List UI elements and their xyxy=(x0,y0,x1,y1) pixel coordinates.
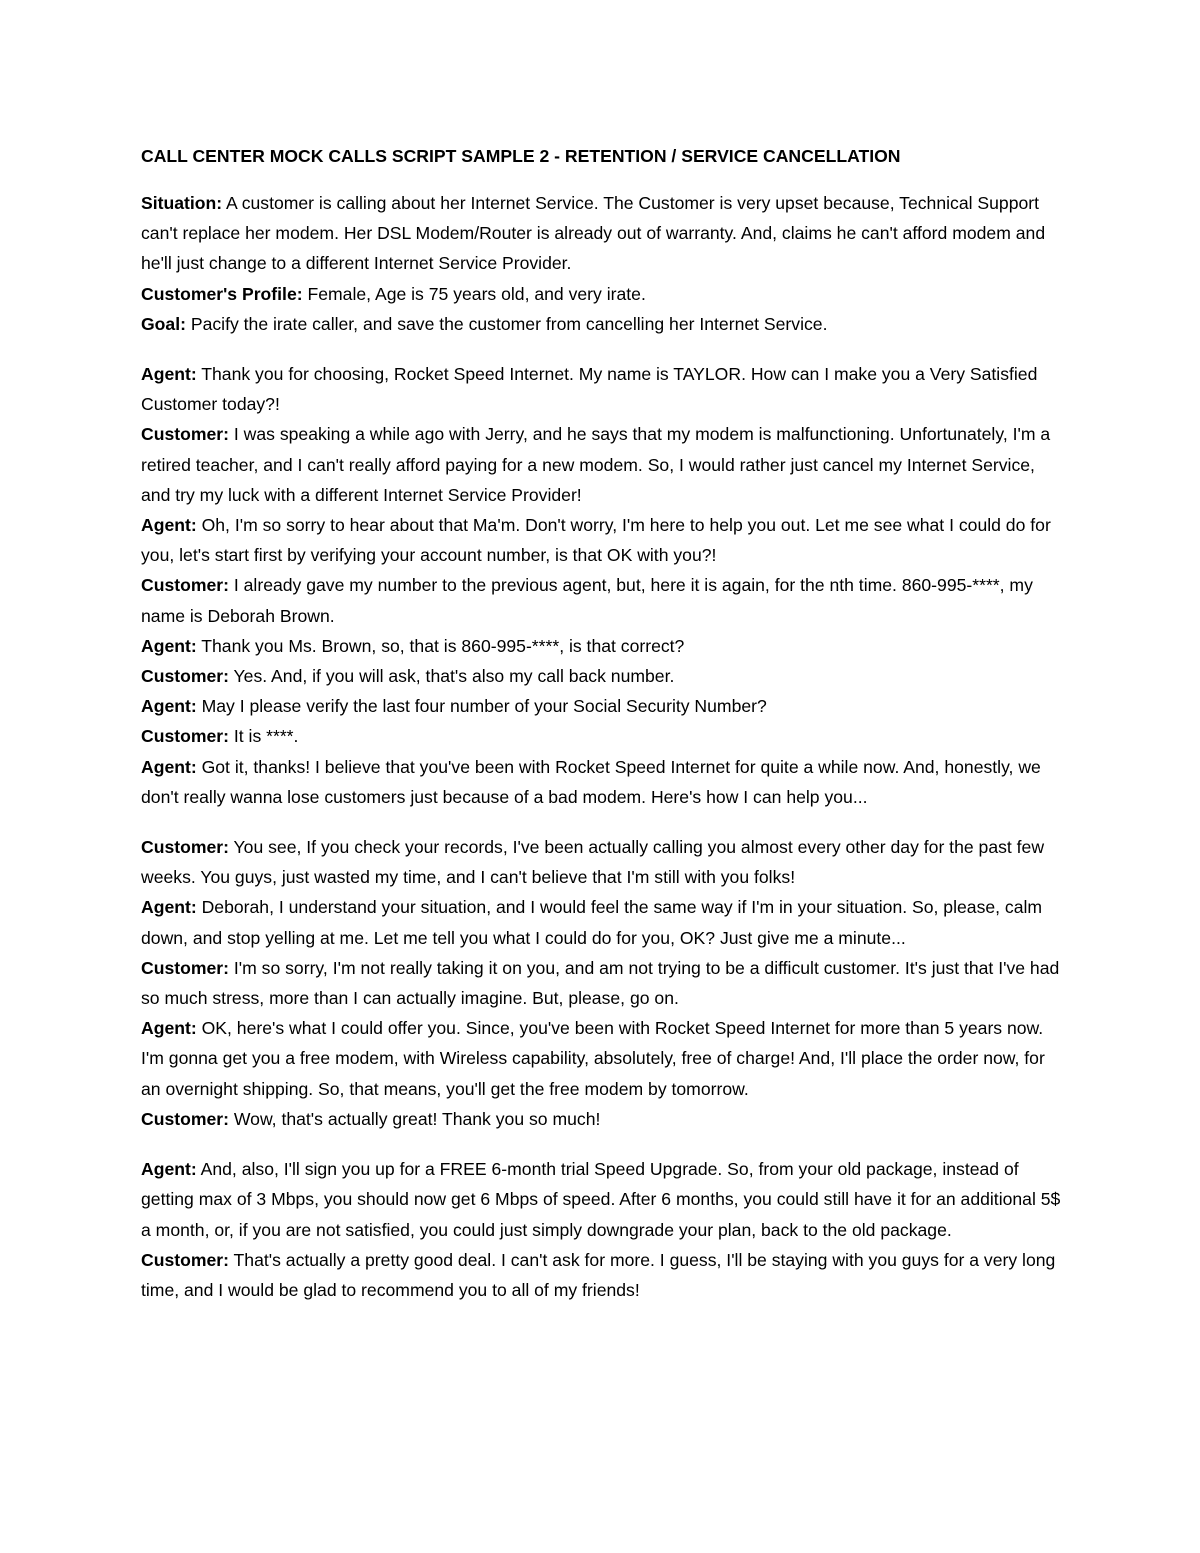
dialogue-line xyxy=(141,1013,1066,1104)
dialogue-line xyxy=(141,631,1066,661)
speaker-text: Wow, that's actually great! Thank you so much! xyxy=(228,1108,601,1129)
dialogue-section-2 xyxy=(141,832,1066,1134)
speaker-text: Deborah, I understand your situation, and I would feel the same way if I'm in your situation. So, please, calm down, and stop yelling at me. Let me tell you what I could do for you, OK? Just give me a minute... xyxy=(141,897,1043,948)
speaker-text: And, also, I'll sign you up for a FREE 6-month trial Speed Upgrade. So, from your old package, instead of getting max of 3 Mbps, you should now get 6 Mbps of speed. After 6 months, you could still have it for an additional 5$ a month, or, if you are not satisfied, you could just simply downgrade your plan, back to the old package. xyxy=(141,1159,1061,1240)
speaker-label: Agent: xyxy=(141,897,197,918)
speaker-label: Agent: xyxy=(141,635,197,656)
speaker-label: Agent: xyxy=(141,696,197,717)
dialogue-line xyxy=(141,691,1066,721)
speaker-text: Oh, I'm so sorry to hear about that Ma'm. Don't worry, I'm here to help you out. Let me see what I could do for you, let's start first by verifying your account number, is that OK with you?! xyxy=(141,515,1051,566)
dialogue-line xyxy=(141,1104,1066,1134)
speaker-label: Customer: xyxy=(141,1108,229,1129)
dialogue-line xyxy=(141,892,1066,952)
dialogue-line xyxy=(141,661,1066,691)
dialogue-line xyxy=(141,953,1066,1013)
paragraph-text: Female, Age is 75 years old, and very irate. xyxy=(302,283,646,304)
document-content xyxy=(141,144,1066,1305)
dialogue-line xyxy=(141,752,1066,812)
paragraph-text: A customer is calling about her Internet Service. The Customer is very upset because, Technical Support can't replace her modem. Her DSL Modem/Router is already out of warranty. And, claims he can't afford modem and he'll just change to a different Internet Service Provider. xyxy=(141,193,1046,274)
speaker-text: It is ****. xyxy=(228,726,299,747)
dialogue-line xyxy=(141,419,1066,510)
speaker-label: Agent: xyxy=(141,364,197,385)
dialogue-line xyxy=(141,832,1066,892)
speaker-text: OK, here's what I could offer you. Since, you've been with Rocket Speed Internet for more than 5 years now. I'm gonna get you a free modem, with Wireless capability, absolutely, free of charge! And, I'll place the order now, for an overnight shipping. So, that means, you'll get the free modem by tomorrow. xyxy=(141,1018,1045,1099)
document-title: CALL CENTER MOCK CALLS SCRIPT SAMPLE 2 - RETENTION / SERVICE CANCELLATION xyxy=(141,146,901,166)
speaker-text: Yes. And, if you will ask, that's also my call back number. xyxy=(228,666,675,687)
dialogue-line xyxy=(141,570,1066,630)
speaker-label: Customer: xyxy=(141,726,229,747)
dialogue-line xyxy=(141,359,1066,419)
dialogue-line xyxy=(141,721,1066,751)
speaker-text: I already gave my number to the previous agent, but, here it is again, for the nth time. 860-995-****, my name is Deborah Brown. xyxy=(141,575,1033,626)
speaker-label: Agent: xyxy=(141,1018,197,1039)
speaker-label: Agent: xyxy=(141,1159,197,1180)
intro-section xyxy=(141,188,1066,339)
profile-paragraph xyxy=(141,279,1066,309)
speaker-label: Customer: xyxy=(141,1249,229,1270)
speaker-text: I'm so sorry, I'm not really taking it on you, and am not trying to be a difficult customer. It's just that I've had so much stress, more than I can actually imagine. But, please, go on. xyxy=(141,957,1060,1009)
speaker-label: Customer: xyxy=(141,424,229,445)
paragraph-label: Goal: xyxy=(141,313,186,334)
speaker-text: Got it, thanks! I believe that you've been with Rocket Speed Internet for quite a while now. And, honestly, we don't really wanna lose customers just because of a bad modem. Here's how I can help you... xyxy=(141,756,1041,807)
speaker-label: Agent: xyxy=(141,515,197,536)
speaker-label: Customer: xyxy=(141,837,229,858)
speaker-label: Agent: xyxy=(141,756,197,777)
dialogue-section-1 xyxy=(141,359,1066,812)
speaker-text: Thank you Ms. Brown, so, that is 860-995-****, is that correct? xyxy=(196,635,685,656)
speaker-text: You see, If you check your records, I've been actually calling you almost every other day for the past few weeks. You guys, just wasted my time, and I can't believe that I'm still with you folks! xyxy=(141,837,1045,888)
paragraph-text: Pacify the irate caller, and save the customer from cancelling her Internet Service. xyxy=(185,313,828,334)
dialogue-section-3 xyxy=(141,1154,1066,1305)
speaker-label: Customer: xyxy=(141,575,229,596)
speaker-text: That's actually a pretty good deal. I can't ask for more. I guess, I'll be staying with you guys for a very long time, and I would be glad to recommend you to all of my friends! xyxy=(141,1249,1056,1300)
speaker-label: Customer: xyxy=(141,666,229,687)
speaker-label: Customer: xyxy=(141,957,229,978)
speaker-text: I was speaking a while ago with Jerry, and he says that my modem is malfunctioning. Unfortunately, I'm a retired teacher, and I can't really afford paying for a new modem. So, I would rather just cancel my Internet Service, and try my luck with a different Internet Service Provider! xyxy=(141,424,1051,505)
paragraph-label: Customer's Profile: xyxy=(141,283,303,304)
goal-paragraph xyxy=(141,309,1066,339)
situation-paragraph xyxy=(141,188,1066,279)
dialogue-line xyxy=(141,1154,1066,1245)
dialogue-line xyxy=(141,510,1066,570)
speaker-text: Thank you for choosing, Rocket Speed Internet. My name is TAYLOR. How can I make you a Very Satisfied Customer today?! xyxy=(141,364,1038,415)
paragraph-label: Situation: xyxy=(141,193,223,213)
dialogue-line xyxy=(141,1245,1066,1305)
speaker-text: May I please verify the last four number of your Social Security Number? xyxy=(196,696,767,717)
